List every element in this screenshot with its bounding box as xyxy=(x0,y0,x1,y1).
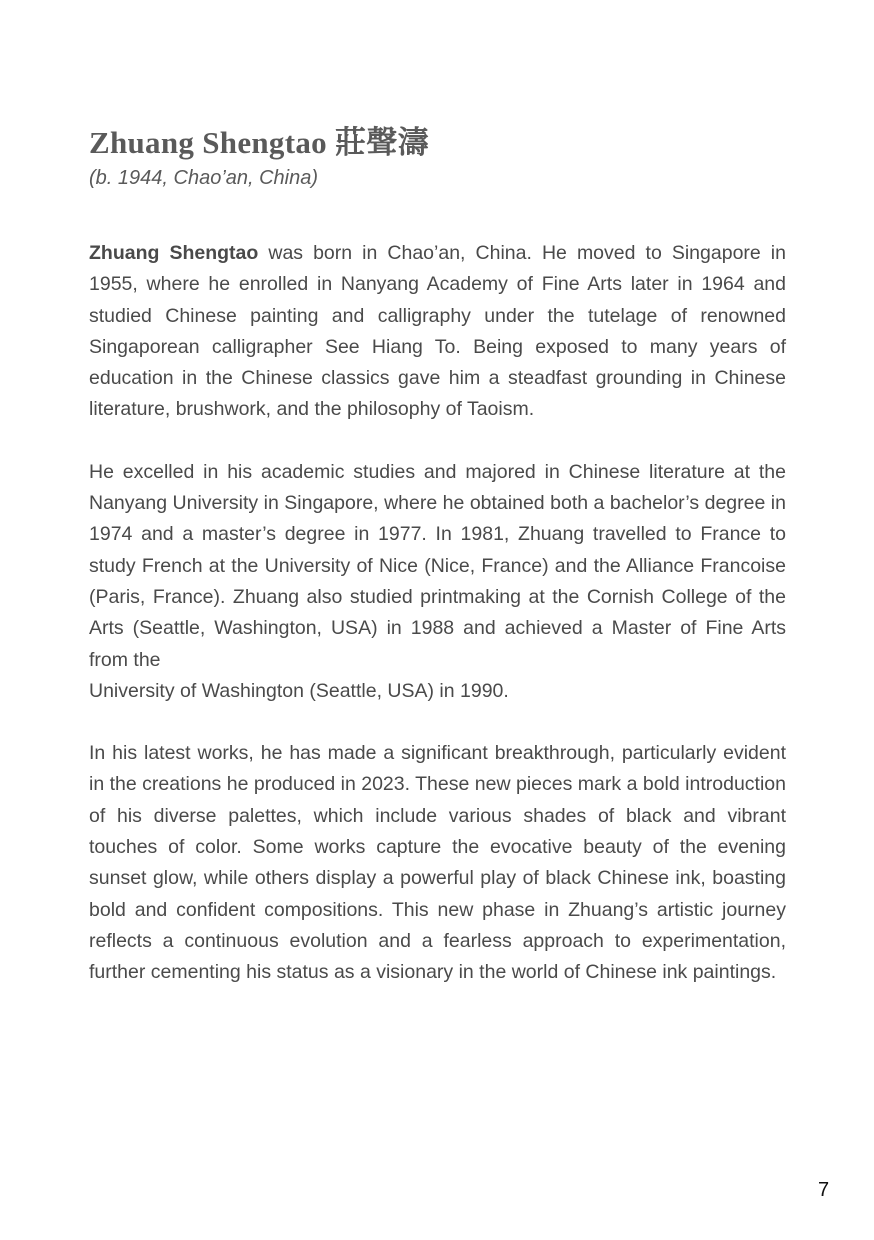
paragraph-1 xyxy=(89,238,786,426)
paragraph-1-text: was born in Chao’an, China. He moved to Singapore in 1955, where he enrolled in Nanyang Academy of Fine Arts later in 1964 and studied Chinese painting and calligraphy under the tutelage of renowned Singaporean calligrapher See Hiang To. Being exposed to many years of education in the Chinese classics gave him a steadfast grounding in Chinese literature, brushwork, and the philosophy of Taoism. xyxy=(89,242,786,421)
paragraph-2-text: He excelled in his academic studies and majored in Chinese literature at the Nanyang University in Singapore, where he obtained both a bachelor’s degree in 1974 and a master’s degree in 1977. In 1981, Zhuang travelled to France to study French at the University of Nice (Nice, France) and the Alliance Francoise (Paris, France). Zhuang also studied printmaking at the Cornish College of the Arts (Seattle, Washington, USA) in 1988 and achieved a Master of Fine Arts from the xyxy=(89,460,786,671)
document-page xyxy=(89,120,786,1020)
paragraph-2 xyxy=(89,457,786,707)
paragraph-3-text: In his latest works, he has made a significant breakthrough, particularly evident in the creations he produced in 2023. These new pieces mark a bold introduction of his diverse palettes, which include various shades of black and vibrant touches of color. Some works capture the evocative beauty of the evening sunset glow, while others display a powerful play of black Chinese ink, boasting bold and confident compositions. This new phase in Zhuang’s artistic journey reflects a continuous evolution and a fearless approach to experimentation, further cementing his status as a visionary in the world of Chinese ink paintings. xyxy=(89,742,786,984)
paragraph-3 xyxy=(89,738,786,988)
page-subtitle: (b. 1944, Chao’an, China) xyxy=(89,167,319,189)
body-text xyxy=(89,238,786,989)
paragraph-1-lead: Zhuang Shengtao xyxy=(89,242,259,264)
page-number: 7 xyxy=(818,1179,830,1201)
page-title: Zhuang Shengtao 莊聲濤 xyxy=(89,125,429,160)
paragraph-2-last-line: University of Washington (Seattle, USA) in 1990. xyxy=(89,679,509,702)
